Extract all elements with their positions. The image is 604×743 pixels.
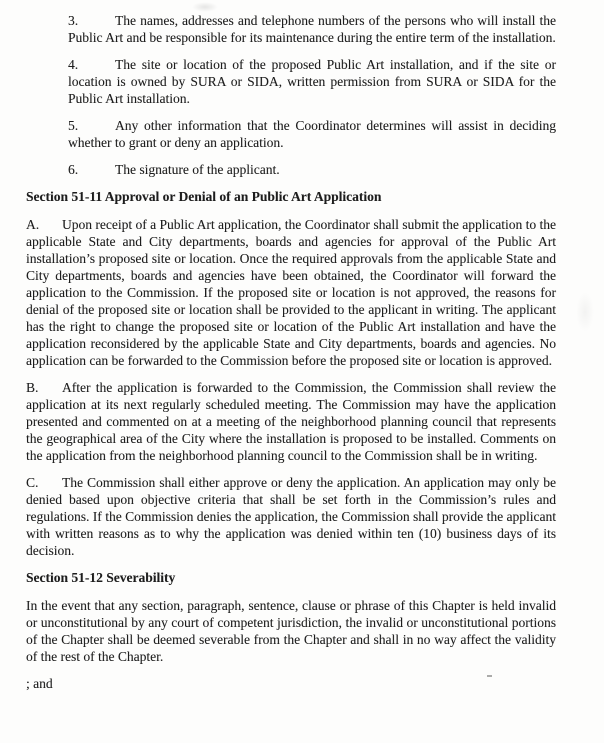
item-number: 3. <box>68 13 79 28</box>
scan-smudge <box>576 292 594 332</box>
severability-paragraph: In the event that any section, paragraph, sentence, clause or phrase of this Chapter is held invalid or unconstitutional by any court of competent jurisdiction, the invalid or unconstitutional portions of the Chapter shall be deemed severable from the Chapter and shall in no way affect the validity of the rest of the Chapter. <box>26 598 556 664</box>
paragraph-B <box>26 379 556 464</box>
paragraph-letter: C. <box>26 475 39 490</box>
paragraph-text: Upon receipt of a Public Art application, the Coordinator shall submit the application to the applicable State and City departments, boards and agencies for approval of the Public Art installation’s proposed site or location. Once the required approvals from the applicable State and City departments, boards and agencies have been obtained, the Coordinator will forward the application to the Commission. If the proposed site or location is not approved, the reasons for denial of the proposed site or location shall be provided to the applicant in writing. The applicant has the right to change the proposed site or location of the Public Art installation and have the application reconsidered by the applicable State and City departments, boards and agencies. No application can be forwarded to the Commission before the proposed site or location is approved. <box>26 217 556 368</box>
item-number: 5. <box>68 118 79 133</box>
paragraph-letter: A. <box>26 217 40 232</box>
list-item-5 <box>68 117 556 151</box>
scan-smudge <box>192 2 218 12</box>
list-item-6 <box>68 161 556 178</box>
item-text: Any other information that the Coordinator determines will assist in deciding whether to grant or deny an application. <box>68 118 556 150</box>
list-item-3 <box>68 12 556 46</box>
item-number: 6. <box>68 162 79 177</box>
section-heading-51-11: Section 51-11 Approval or Denial of an Public Art Application <box>26 189 382 204</box>
paragraph-text: After the application is forwarded to the Commission, the Commission shall review the application at its next regularly scheduled meeting. The Commission may have the application presented and commented on at a meeting of the neighborhood planning council that represents the geographical area of the City where the installation is proposed to be installed. Comments on the application from the neighborhood planning council to the Commission shall be in writing. <box>26 380 556 463</box>
section-heading-51-12: Section 51-12 Severability <box>26 570 176 585</box>
paragraph-text: The Commission shall either approve or deny the application. An application may only be denied based upon objective criteria that shall be set forth in the Commission’s rules and regulations. If the Commission denies the application, the Commission shall provide the applicant with written reasons as to why the application was denied within ten (10) business days of its decision. <box>26 475 556 558</box>
paragraph-letter: B. <box>26 380 39 395</box>
trailing-fragment: ; and <box>26 676 53 691</box>
item-text: The site or location of the proposed Public Art installation, and if the site or location is owned by SURA or SIDA, written permission from SURA or SIDA for the Public Art installation. <box>68 57 556 106</box>
item-text: The signature of the applicant. <box>115 162 280 177</box>
paragraph-A <box>26 216 556 369</box>
list-item-4 <box>68 56 556 107</box>
item-number: 4. <box>68 57 79 72</box>
paragraph-C <box>26 474 556 559</box>
item-text: The names, addresses and telephone numbers of the persons who will install the Public Art and be responsible for its maintenance during the entire term of the installation. <box>68 13 556 45</box>
